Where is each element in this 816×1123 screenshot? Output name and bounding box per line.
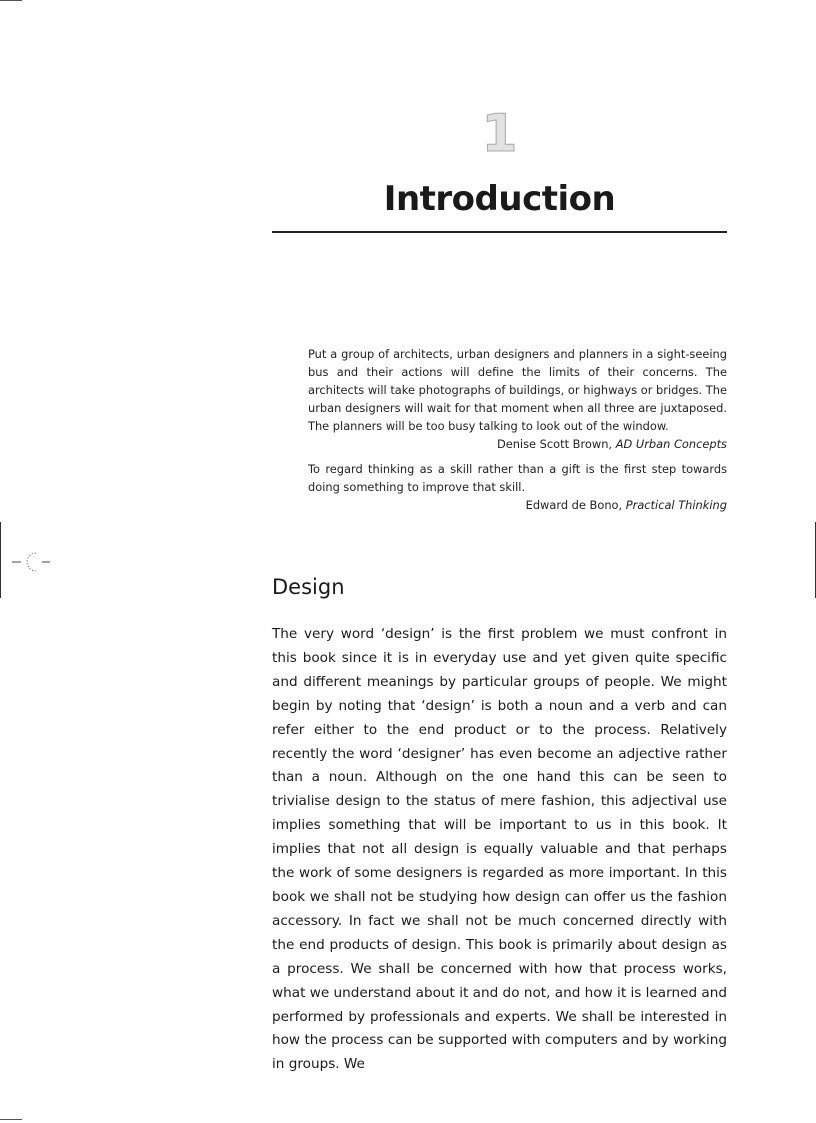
body-paragraph: The very word ‘design’ is the first problem we must confront in this book since it is in everyday use and yet given quite specific and different meanings by particular groups of people. We might begin by noting that ‘design’ is both a noun and a verb and can refer either to the end product or to the process. Relatively recently the word ‘designer’ has even become an adjective rather than a noun. Although on the one hand this can be seen to trivialise design to the status of mere fashion, this adjectival use implies something that will be important to us in this book. It implies that not all design is equally valuable and that perhaps the work of some designers is regarded as more important. In this book we shall not be studying how design can offer us the fashion accessory. In fact we shall not be much concerned directly with the end products of design. This book is primarily about design as a process. We shall be concerned with how that process works, what we understand about it and do not, and how it is learned and performed by professionals and experts. We shall be interested in how the process can be supported with computers and by working in groups. We [272, 626, 727, 1073]
epigraph-author: Denise Scott Brown, [496, 437, 613, 451]
side-rule-left [0, 522, 1, 598]
chapter-number: 1 [481, 104, 518, 164]
epigraphs [308, 345, 727, 514]
registration-mark-icon [12, 548, 52, 576]
epigraph-2 [308, 460, 727, 514]
epigraph-source: Practical Thinking [625, 498, 727, 512]
crop-mark-bottom-left [0, 1119, 22, 1120]
epigraph-text: Put a group of architects, urban designers and planners in a sight-seeing bus and their actions will define the limits of their concerns. The architects will take photographs of buildings, or highways or bridges. The urban designers will wait for that moment when all three are juxtaposed. The planners will be too busy talking to look out of the window. [308, 347, 727, 433]
chapter-title: Introduction [383, 179, 616, 219]
epigraph-1 [308, 345, 727, 453]
title-divider [272, 231, 727, 233]
epigraph-text: To regard thinking as a skill rather than a gift is the first step towards doing something to improve that skill. [308, 462, 727, 494]
epigraph-attribution [308, 435, 727, 453]
section-heading: Design [272, 575, 345, 599]
epigraph-attribution [308, 496, 727, 514]
epigraph-author: Edward de Bono, [525, 498, 623, 512]
epigraph-source: AD Urban Concepts [615, 437, 727, 451]
crop-mark-top-left [0, 0, 22, 1]
